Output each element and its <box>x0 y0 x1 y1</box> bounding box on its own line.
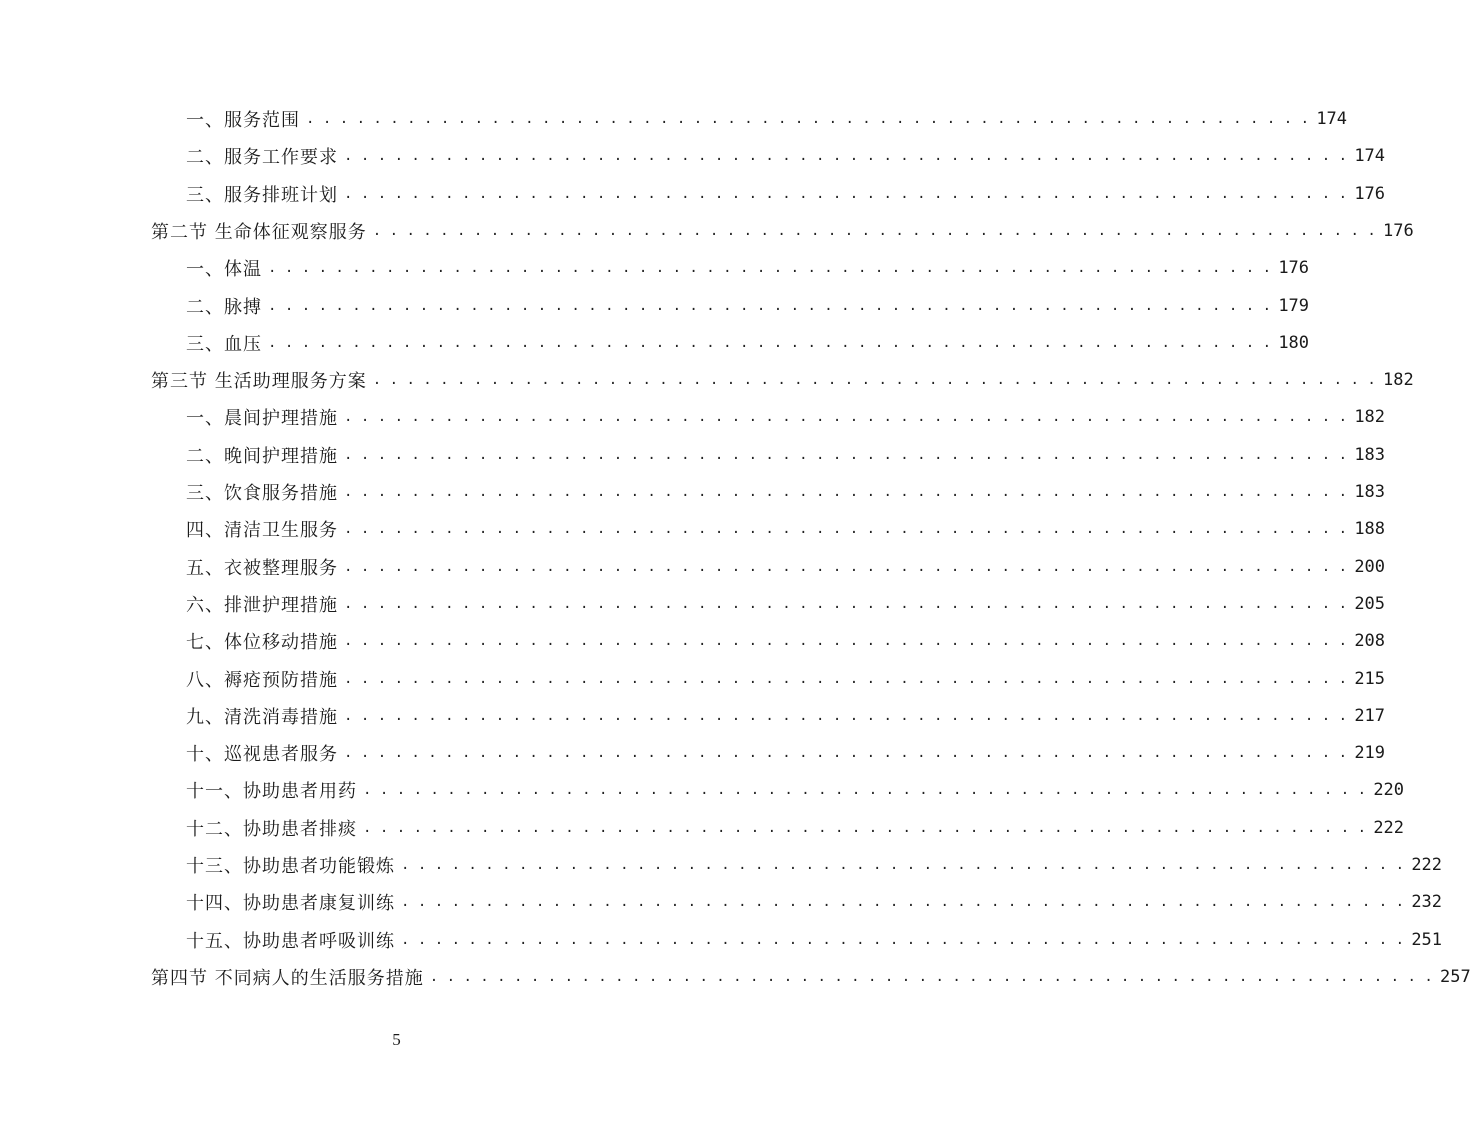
toc-entry[interactable] <box>186 440 1386 470</box>
toc-entry-page: 220 <box>1373 780 1405 801</box>
toc-dot-leader: . . . . . . . . . . . . . . . . . . . . . . . . . . . . . . . . . . . . . . . . . . . . . . . . . . . . . . . . . . . . <box>344 446 1348 463</box>
toc-entry[interactable] <box>186 141 1386 171</box>
toc-entry-page: 174 <box>1354 146 1386 167</box>
toc-entry[interactable] <box>186 514 1386 544</box>
toc-entry-title: 十四、协助患者康复训练 <box>186 893 395 915</box>
toc-entry-title: 六、排泄护理措施 <box>186 594 338 616</box>
toc-dot-leader: . . . . . . . . . . . . . . . . . . . . . . . . . . . . . . . . . . . . . . . . . . . . . . . . . . . . . . . . . . . . <box>363 819 1367 836</box>
toc-entry[interactable] <box>186 179 1386 209</box>
toc-entry-page: 232 <box>1411 892 1443 913</box>
toc-entry-title: 一、服务范围 <box>186 110 300 131</box>
toc-dot-leader: . . . . . . . . . . . . . . . . . . . . . . . . . . . . . . . . . . . . . . . . . . . . . . . . . . . . . . . . . . . . <box>344 707 1348 724</box>
toc-entry-title: 九、清洗消毒措施 <box>186 706 338 728</box>
toc-entry-title: 第四节 不同病人的生活服务措施 <box>151 967 424 989</box>
toc-dot-leader: . . . . . . . . . . . . . . . . . . . . . . . . . . . . . . . . . . . . . . . . . . . . . . . . . . . . . . . . . . . . <box>344 745 1348 762</box>
toc-entry-title: 三、服务排班计划 <box>186 184 338 206</box>
toc-dot-leader: . . . . . . . . . . . . . . . . . . . . . . . . . . . . . . . . . . . . . . . . . . . . . . . . . . . . . . . . . . . . <box>344 670 1348 687</box>
toc-dot-leader: . . . . . . . . . . . . . . . . . . . . . . . . . . . . . . . . . . . . . . . . . . . . . . . . . . . . . . . . . . . . <box>401 931 1405 948</box>
toc-entry-page: 176 <box>1278 258 1310 279</box>
toc-dot-leader: . . . . . . . . . . . . . . . . . . . . . . . . . . . . . . . . . . . . . . . . . . . . . . . . . . . . . . . . . . . . <box>344 185 1348 202</box>
toc-entry-page: 222 <box>1411 855 1443 875</box>
toc-dot-leader: . . . . . . . . . . . . . . . . . . . . . . . . . . . . . . . . . . . . . . . . . . . . . . . . . . . . . . . . . . . . <box>401 857 1405 873</box>
toc-entry-page: 176 <box>1383 220 1414 241</box>
toc-entry-page: 205 <box>1354 593 1386 614</box>
toc-entry-title: 十一、协助患者用药 <box>186 781 357 803</box>
toc-entry-page: 183 <box>1354 482 1386 502</box>
toc-entry-title: 十五、协助患者呼吸训练 <box>186 930 395 952</box>
toc-entry[interactable] <box>186 328 1310 358</box>
toc-entry[interactable] <box>186 477 1386 507</box>
toc-entry[interactable] <box>186 850 1443 880</box>
toc-entry[interactable] <box>151 962 1471 992</box>
toc-entry-page: 200 <box>1354 556 1386 577</box>
toc-dot-leader: . . . . . . . . . . . . . . . . . . . . . . . . . . . . . . . . . . . . . . . . . . . . . . . . . . . . . . . . . . . . <box>268 260 1272 277</box>
toc-entry-page: 251 <box>1411 929 1443 950</box>
toc-entry-page: 215 <box>1354 668 1386 689</box>
toc-entry-page: 219 <box>1354 743 1386 764</box>
toc-entry[interactable] <box>186 701 1386 731</box>
toc-entry-title: 第三节 生活助理服务方案 <box>151 371 367 393</box>
toc-entry-title: 八、褥疮预防措施 <box>186 669 338 691</box>
toc-dot-leader: . . . . . . . . . . . . . . . . . . . . . . . . . . . . . . . . . . . . . . . . . . . . . . . . . . . . . . . . . . . . <box>268 334 1272 351</box>
toc-entry[interactable] <box>151 216 1414 246</box>
toc-entry-title: 一、体温 <box>186 259 262 281</box>
toc-dot-leader: . . . . . . . . . . . . . . . . . . . . . . . . . . . . . . . . . . . . . . . . . . . . . . . . . . . . . . . . . . . . <box>372 372 1376 389</box>
toc-dot-leader: . . . . . . . . . . . . . . . . . . . . . . . . . . . . . . . . . . . . . . . . . . . . . . . . . . . . . . . . . . . . <box>344 595 1348 612</box>
toc-entry-title: 一、晨间护理措施 <box>186 408 338 430</box>
toc-entry[interactable] <box>186 738 1386 768</box>
toc-dot-leader: . . . . . . . . . . . . . . . . . . . . . . . . . . . . . . . . . . . . . . . . . . . . . . . . . . . . . . . . . . . . <box>268 297 1272 314</box>
toc-entry-title: 二、脉搏 <box>186 296 262 318</box>
toc-dot-leader: . . . . . . . . . . . . . . . . . . . . . . . . . . . . . . . . . . . . . . . . . . . . . . . . . . . . . . . . . . . . <box>344 484 1348 500</box>
toc-entry-title: 二、服务工作要求 <box>186 147 338 169</box>
toc-entry[interactable] <box>186 104 1348 134</box>
toc-entry-title: 第二节 生命体征观察服务 <box>151 221 367 243</box>
toc-dot-leader: . . . . . . . . . . . . . . . . . . . . . . . . . . . . . . . . . . . . . . . . . . . . . . . . . . . . . . . . . . . . <box>306 111 1310 127</box>
toc-entry-title: 四、清洁卫生服务 <box>186 520 338 542</box>
toc-dot-leader: . . . . . . . . . . . . . . . . . . . . . . . . . . . . . . . . . . . . . . . . . . . . . . . . . . . . . . . . . . . . <box>344 521 1348 538</box>
toc-dot-leader: . . . . . . . . . . . . . . . . . . . . . . . . . . . . . . . . . . . . . . . . . . . . . . . . . . . . . . . . . . . . <box>372 222 1376 239</box>
toc-entry-page: 222 <box>1373 817 1405 838</box>
toc-dot-leader: . . . . . . . . . . . . . . . . . . . . . . . . . . . . . . . . . . . . . . . . . . . . . . . . . . . . . . . . . . . . <box>401 894 1405 911</box>
toc-dot-leader: . . . . . . . . . . . . . . . . . . . . . . . . . . . . . . . . . . . . . . . . . . . . . . . . . . . . . . . . . . . . <box>344 558 1348 575</box>
toc-entry-title: 十三、协助患者功能锻炼 <box>186 856 395 877</box>
toc-entry-page: 180 <box>1278 332 1310 353</box>
toc-entry-title: 三、血压 <box>186 333 262 355</box>
toc-dot-leader: . . . . . . . . . . . . . . . . . . . . . . . . . . . . . . . . . . . . . . . . . . . . . . . . . . . . . . . . . . . . <box>344 409 1348 426</box>
toc-dot-leader: . . . . . . . . . . . . . . . . . . . . . . . . . . . . . . . . . . . . . . . . . . . . . . . . . . . . . . . . . . . . <box>363 782 1367 799</box>
toc-entry[interactable] <box>186 626 1386 656</box>
toc-entry-page: 174 <box>1316 109 1348 129</box>
toc-entry-title: 十、巡视患者服务 <box>186 744 338 766</box>
toc-entry-page: 176 <box>1354 183 1386 204</box>
toc-entry-page: 182 <box>1354 407 1386 428</box>
toc-entry[interactable] <box>186 887 1443 917</box>
toc-dot-leader: . . . . . . . . . . . . . . . . . . . . . . . . . . . . . . . . . . . . . . . . . . . . . . . . . . . . . . . . . . . . <box>429 968 1433 985</box>
toc-entry-title: 三、饮食服务措施 <box>186 483 338 504</box>
toc-dot-leader: . . . . . . . . . . . . . . . . . . . . . . . . . . . . . . . . . . . . . . . . . . . . . . . . . . . . . . . . . . . . <box>344 633 1348 650</box>
toc-entry-page: 182 <box>1383 370 1414 391</box>
toc-entry-page: 188 <box>1354 519 1386 540</box>
toc-entry-title: 七、体位移动措施 <box>186 632 338 654</box>
toc-entry-page: 217 <box>1354 705 1386 726</box>
toc-entry-title: 二、晚间护理措施 <box>186 445 338 467</box>
toc-entry[interactable] <box>186 402 1386 432</box>
toc-entry[interactable] <box>186 925 1443 955</box>
toc-entry-page: 183 <box>1354 444 1386 465</box>
toc-entry[interactable] <box>186 589 1386 619</box>
toc-entry-page: 208 <box>1354 631 1386 652</box>
toc-entry[interactable] <box>186 775 1405 805</box>
toc-entry[interactable] <box>186 813 1405 843</box>
toc-entry[interactable] <box>186 253 1310 283</box>
toc-entry-title: 五、衣被整理服务 <box>186 557 338 579</box>
toc-entry[interactable] <box>151 365 1414 395</box>
toc-entry-title: 十二、协助患者排痰 <box>186 818 357 840</box>
toc-entry[interactable] <box>186 664 1386 694</box>
toc-entry[interactable] <box>186 552 1386 582</box>
toc-entry-page: 179 <box>1278 295 1310 316</box>
page-number: 5 <box>392 1030 401 1049</box>
toc-entry[interactable] <box>186 291 1310 321</box>
toc-dot-leader: . . . . . . . . . . . . . . . . . . . . . . . . . . . . . . . . . . . . . . . . . . . . . . . . . . . . . . . . . . . . <box>344 148 1348 165</box>
toc-entry-page: 257 <box>1440 966 1471 987</box>
